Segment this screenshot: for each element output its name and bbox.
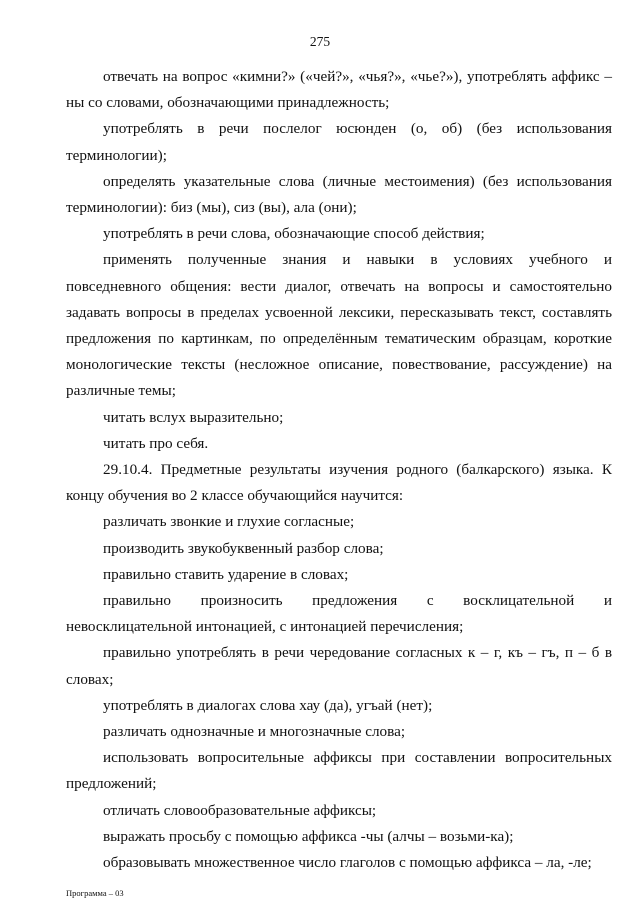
paragraph: отвечать на вопрос «кимни?» («чей?», «чья?», «чье?»), употреблять аффикс – ны со словами, обозначающими принадлежность; <box>66 68 612 112</box>
section-heading-paragraph: 29.10.4. Предметные результаты изучения родного (балкарского) языка. К концу обучения во 2 классе обучающийся научится: <box>66 461 612 505</box>
paragraph: читать вслух выразительно; <box>103 408 284 426</box>
paragraph: употреблять в диалогах слова хау (да), угъай (нет); <box>103 696 433 714</box>
page-number: 275 <box>309 34 331 49</box>
paragraph: читать про себя. <box>103 434 209 452</box>
paragraph: выражать просьбу с помощью аффикса -чы (алчы – возьми-ка); <box>103 827 514 845</box>
paragraph: применять полученные знания и навыки в условиях учебного и повседневного общения: вести диалог, отвечать на вопросы и самостоятельно задавать вопросы в пределах усвоенной лексики, пересказывать текст, составлять предложения по картинкам, по определённым тематическим образцам, короткие монологические тексты (несложное описание, повествование, рассуждение) на различные темы; <box>66 251 612 400</box>
paragraph: отличать словообразовательные аффиксы; <box>103 801 377 819</box>
paragraph: образовывать множественное число глаголов с помощью аффикса – ла, -ле; <box>103 854 592 872</box>
paragraph: различать однозначные и многозначные слова; <box>103 723 406 741</box>
paragraph: использовать вопросительные аффиксы при составлении вопросительных предложений; <box>66 749 612 793</box>
paragraph: употреблять в речи послелог юсюнден (о, об) (без использования терминологии); <box>66 120 612 164</box>
paragraph: употреблять в речи слова, обозначающие способ действия; <box>103 225 485 243</box>
paragraph: правильно употреблять в речи чередование согласных к – г, къ – гъ, п – б в словах; <box>66 644 612 688</box>
paragraph: различать звонкие и глухие согласные; <box>103 513 355 531</box>
paragraph: правильно произносить предложения с восклицательной и невосклицательной интонацией, с интонацией перечисления; <box>66 592 612 636</box>
page-footer: Программа – 03 <box>66 888 124 898</box>
paragraph: определять указательные слова (личные местоимения) (без использования терминологии): биз (мы), сиз (вы), ала (они); <box>66 172 612 217</box>
document-body <box>66 64 612 876</box>
paragraph: производить звукобуквенный разбор слова; <box>103 539 384 557</box>
paragraph: правильно ставить ударение в словах; <box>103 565 349 583</box>
